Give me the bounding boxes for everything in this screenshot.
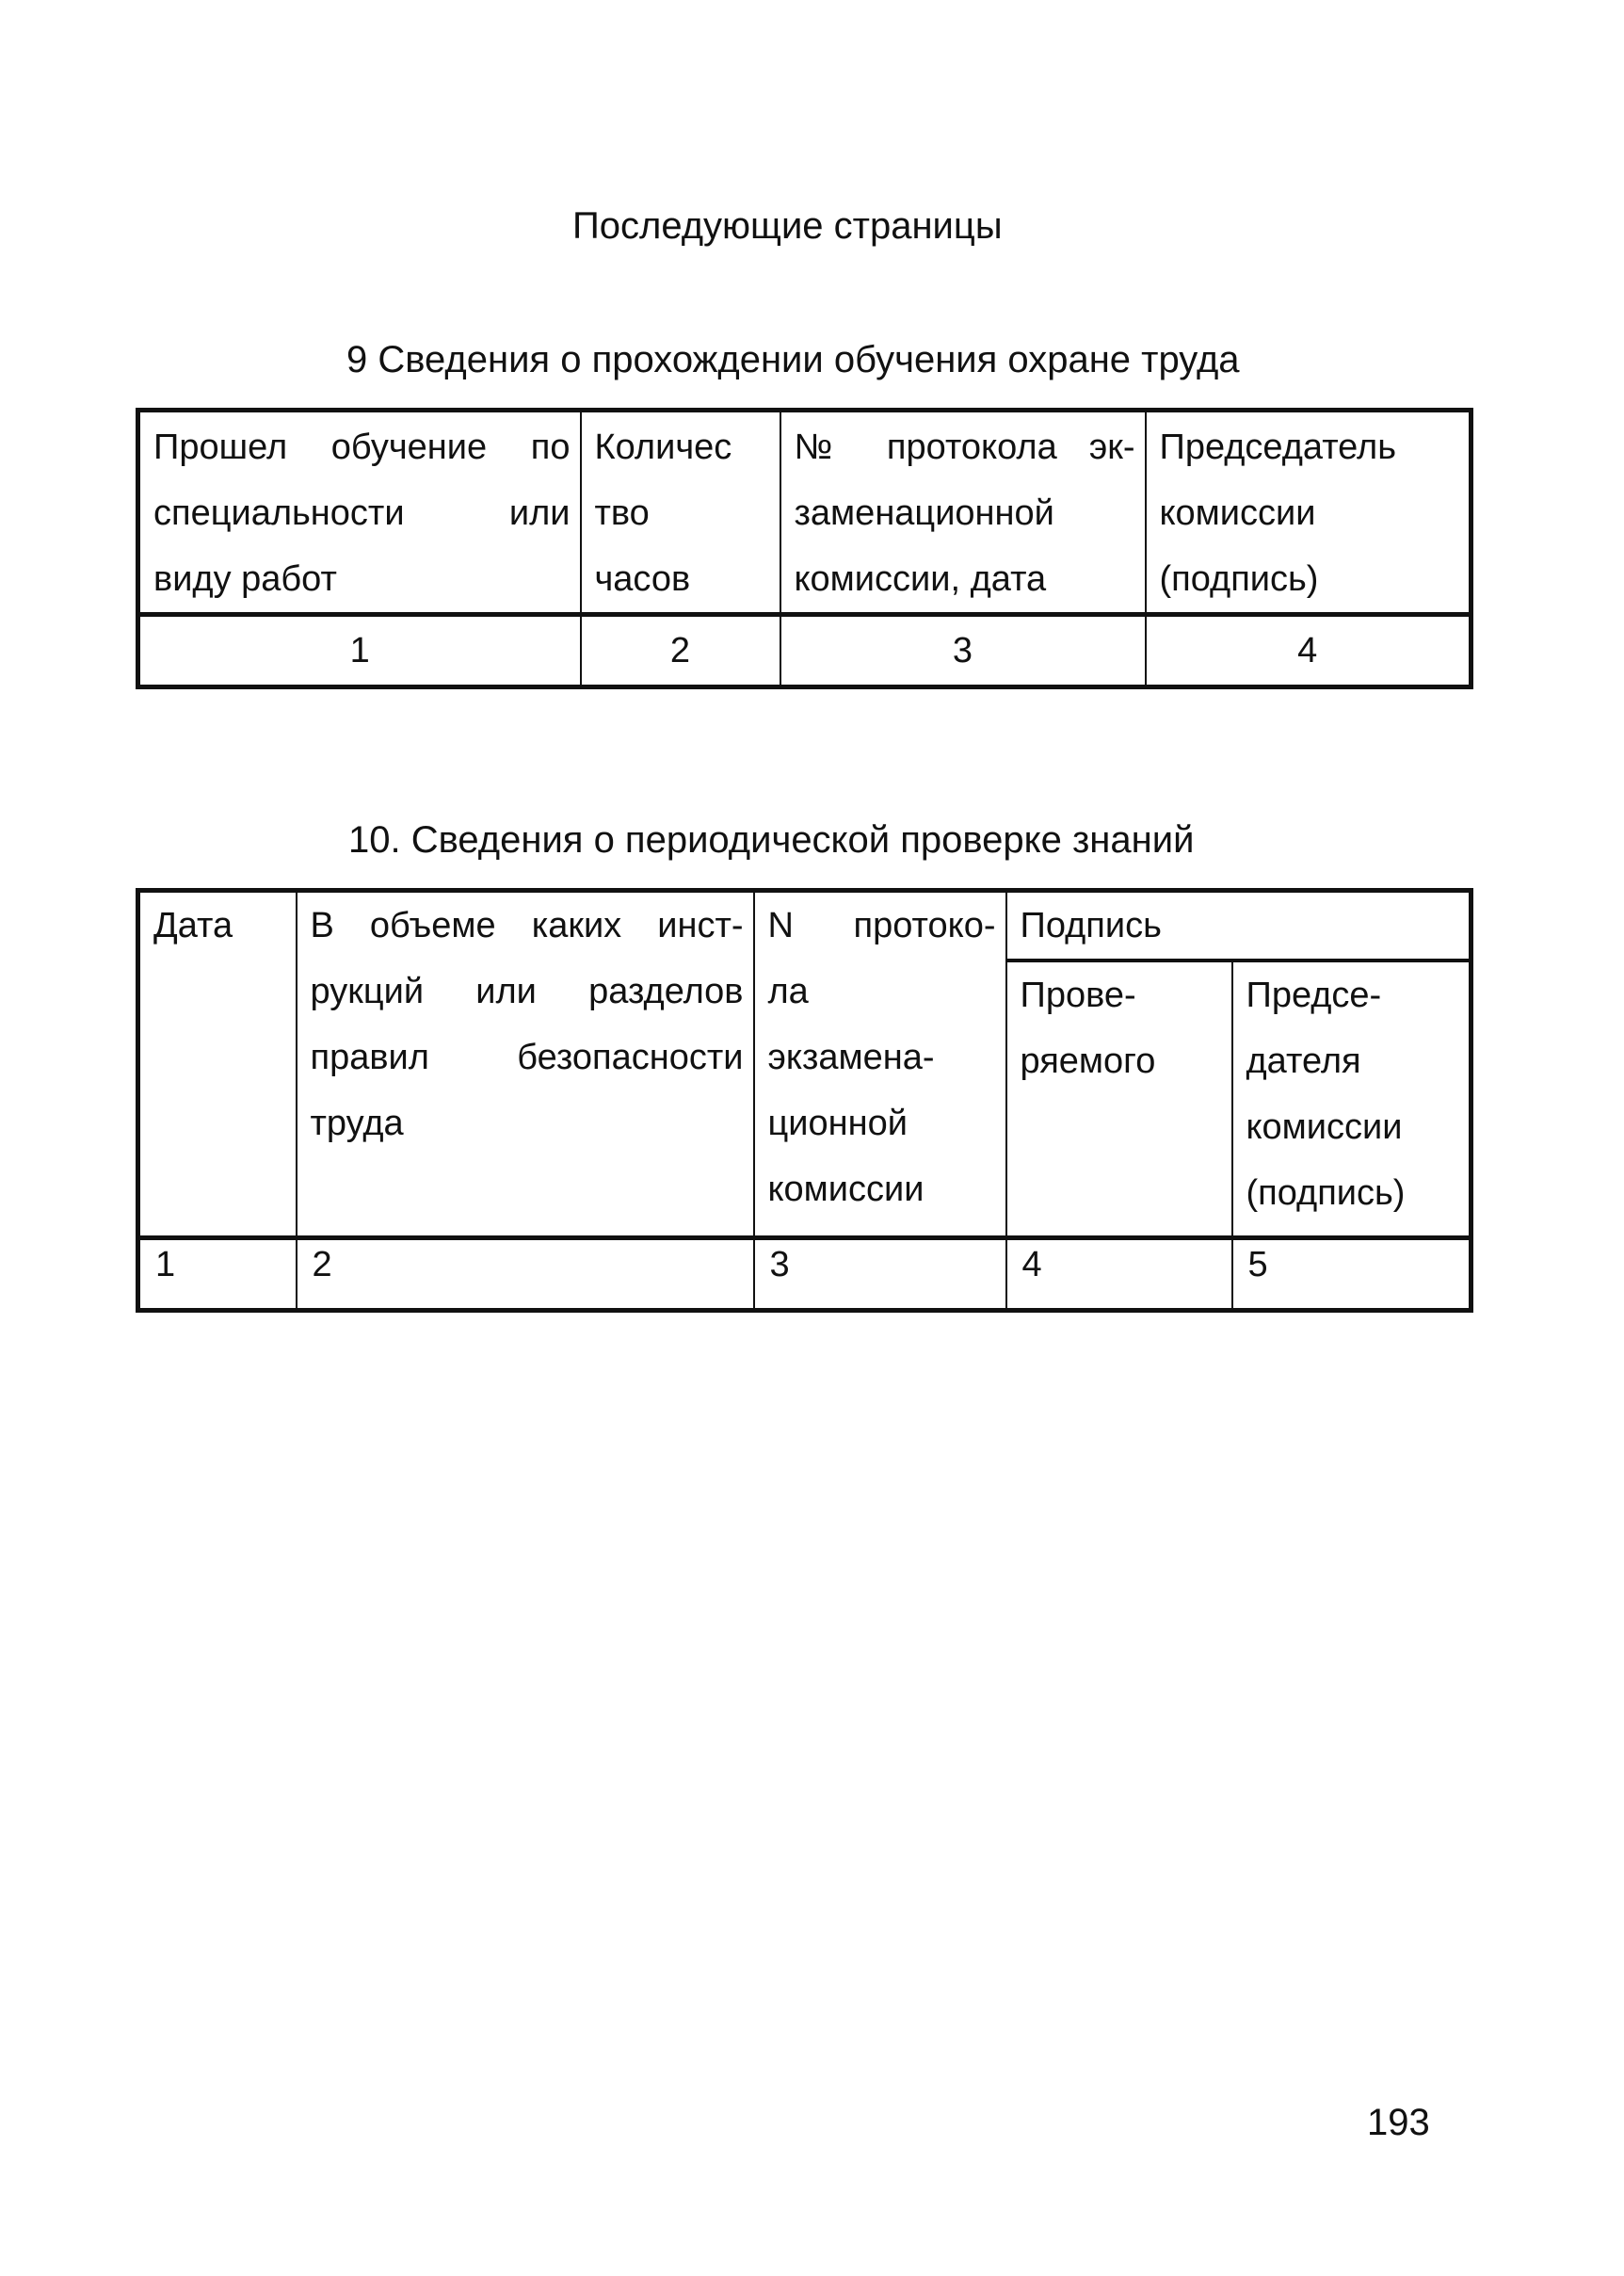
- header-text-protocol-number-date: [781, 412, 1145, 612]
- text-line: комиссии: [1159, 493, 1316, 533]
- header-cell-signature: [1006, 891, 1471, 961]
- column-number-cell: 2: [581, 615, 780, 687]
- text-line: часов: [594, 559, 691, 599]
- header-cell-protocol-number-date: [780, 411, 1146, 615]
- page-number: 193: [1367, 2102, 1430, 2143]
- column-number-cell: 1: [138, 615, 581, 687]
- header-cell-training-specialty: [138, 411, 581, 615]
- column-number-cell: 4: [1146, 615, 1471, 687]
- text-line: ла: [767, 972, 809, 1011]
- text-line: (подпись): [1159, 559, 1319, 599]
- column-number-cell: 4: [1006, 1238, 1232, 1311]
- header-cell-instruction-scope: [297, 891, 754, 1238]
- header-text-chairman-signature: [1233, 962, 1470, 1226]
- header-text-hours-count: [582, 412, 780, 612]
- section-10-title: 10. Сведения о периодической проверке знаний: [348, 819, 1195, 861]
- text-line: тво: [594, 493, 650, 533]
- header-cell-exam-protocol: [754, 891, 1006, 1238]
- header-cell-examinee-signature: [1006, 960, 1232, 1238]
- header-cell-chairman-signature: [1232, 960, 1471, 1238]
- section-9-title: 9 Сведения о прохождении обучения охране труда: [346, 339, 1240, 380]
- text-line: Дата: [153, 906, 233, 945]
- text-line: комиссии: [767, 1170, 925, 1209]
- text-line: дателя: [1246, 1041, 1361, 1081]
- text-line: Прове-: [1020, 976, 1136, 1015]
- column-number-cell: 2: [297, 1238, 754, 1311]
- text-line: Количес: [594, 428, 732, 467]
- header-text-examinee-signature: [1007, 962, 1231, 1094]
- text-line: рукций или разделов: [310, 972, 744, 1011]
- header-text-training-specialty: [140, 412, 580, 612]
- header-cell-hours-count: [581, 411, 780, 615]
- text-line: виду работ: [153, 559, 337, 599]
- text-line: (подпись): [1246, 1173, 1406, 1213]
- text-line: № протокола эк-: [794, 428, 1135, 467]
- text-line: ряемого: [1020, 1041, 1156, 1081]
- text-line: заменационной: [794, 493, 1054, 533]
- header-text-date: [140, 893, 296, 959]
- header-text-commission-chairman: [1147, 412, 1470, 612]
- knowledge-check-table: [136, 888, 1473, 1313]
- text-line: экзамена-: [767, 1038, 935, 1077]
- text-line: Предсе-: [1246, 976, 1382, 1015]
- column-number-cell: 1: [138, 1238, 297, 1311]
- column-number-cell: 3: [754, 1238, 1006, 1311]
- header-text-signature: Подпись: [1020, 906, 1162, 945]
- knowledge-check-number-row: [138, 1238, 1471, 1311]
- training-table-number-row: [138, 615, 1471, 687]
- header-text-instruction-scope: [297, 893, 753, 1156]
- header-text-exam-protocol: [755, 893, 1005, 1222]
- text-line: специальности или: [153, 493, 571, 533]
- header-cell-date: [138, 891, 297, 1238]
- column-number-cell: 5: [1232, 1238, 1471, 1311]
- text-line: ционной: [767, 1104, 908, 1143]
- text-line: комиссии, дата: [794, 559, 1047, 599]
- text-line: правил безопасности: [310, 1038, 744, 1077]
- text-line: комиссии: [1246, 1107, 1403, 1147]
- text-line: труда: [310, 1104, 404, 1143]
- page-heading: Последующие страницы: [572, 205, 1003, 247]
- text-line: N протоко-: [767, 906, 996, 945]
- text-line: В объеме каких инст-: [310, 906, 744, 945]
- header-cell-commission-chairman: [1146, 411, 1471, 615]
- text-line: Прошел обучение по: [153, 428, 571, 467]
- text-line: Председатель: [1159, 428, 1397, 467]
- training-table: [136, 408, 1473, 689]
- column-number-cell: 3: [780, 615, 1146, 687]
- knowledge-check-header-row: [138, 891, 1471, 961]
- training-table-header-row: [138, 411, 1471, 615]
